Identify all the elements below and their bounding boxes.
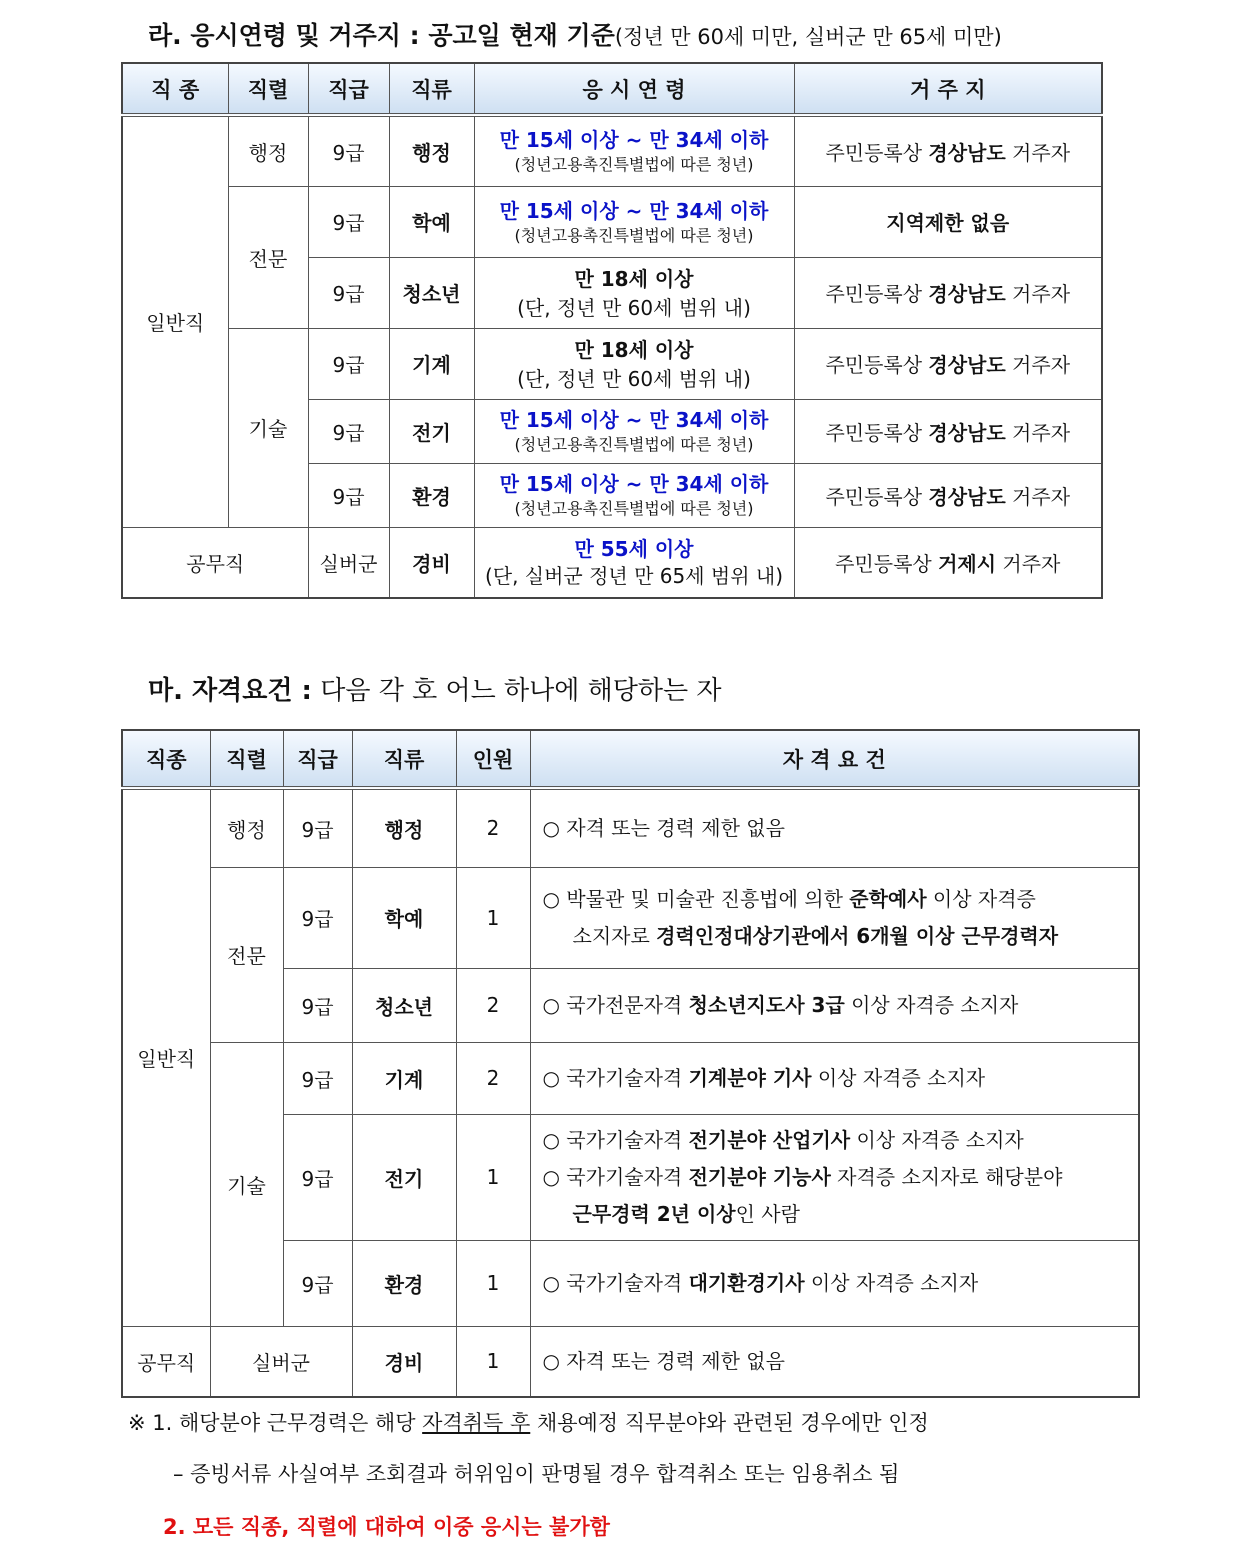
series-cell: 기술: [228, 328, 308, 527]
requirement-emphasis: 준학예사: [849, 886, 927, 911]
grade-cell: 9급: [283, 968, 352, 1042]
section-ma-title: [148, 670, 721, 707]
type-cell: 청소년: [352, 968, 456, 1042]
age-cell: [474, 186, 794, 257]
count-cell: 1: [456, 1114, 530, 1240]
section-ra-title-main: 라. 응시연령 및 거주지 : 공고일 현재 기준: [148, 21, 615, 50]
requirement-text: 이상 자격증 소지자: [844, 992, 1019, 1017]
residence-post: 거주자: [1005, 353, 1071, 377]
requirement-text: ○ 국가기술자격: [542, 1164, 689, 1189]
series-cell: 실버군: [210, 1326, 352, 1397]
requirement-emphasis: 청소년지도사 3급: [688, 992, 845, 1017]
count-cell: 1: [456, 1240, 530, 1326]
header-cell: 거 주 지: [794, 63, 1102, 115]
requirement-text: ○ 자격 또는 경력 제한 없음: [542, 1348, 785, 1373]
note-1-underlined: 자격취득 후: [422, 1411, 531, 1435]
table-header-row: [122, 63, 1102, 115]
note-1: [128, 1407, 929, 1437]
requirement-line: [543, 987, 1135, 1024]
type-cell: 전기: [389, 399, 474, 463]
table-header-row: [122, 730, 1139, 788]
header-cell: 자 격 요 건: [530, 730, 1139, 788]
age-cell: [474, 328, 794, 399]
requirement-text: 소지자로: [572, 923, 657, 948]
grade-cell: 9급: [308, 328, 389, 399]
age-main: 만 15세 이상 ~ 만 34세 이하: [499, 128, 769, 153]
residence-bold: 경상남도: [928, 420, 1006, 445]
requirement-text: ○ 박물관 및 미술관 진흥법에 의한: [542, 886, 850, 911]
age-residence-table: [121, 62, 1103, 599]
grade-cell: 실버군: [308, 527, 389, 598]
note-1-text-a: ※ 1. 해당분야 근무경력은 해당: [128, 1411, 423, 1435]
residence-cell: [794, 527, 1102, 598]
requirement-cell: [530, 1240, 1139, 1326]
header-cell: 직렬: [228, 63, 308, 115]
group-cell: 공무직: [122, 527, 308, 598]
header-cell: 직급: [283, 730, 352, 788]
table-row: [122, 867, 1139, 968]
grade-cell: 9급: [283, 1240, 352, 1326]
table-row: [122, 527, 1102, 598]
type-cell: 경비: [352, 1326, 456, 1397]
table-row: [122, 1042, 1139, 1114]
requirement-line: [543, 1122, 1135, 1159]
requirement-line: [543, 1060, 1135, 1097]
section-ra-title: [148, 16, 1002, 52]
residence-post: 거주자: [996, 551, 1061, 576]
table-row: [122, 1326, 1139, 1397]
residence-cell: [794, 186, 1102, 257]
requirement-text: 이상 자격증 소지자: [850, 1127, 1024, 1152]
residence-pre: 주민등록상: [835, 551, 939, 576]
header-cell: 직급: [308, 63, 389, 115]
residence-bold: 거제시: [938, 551, 997, 576]
age-main: 만 18세 이상: [574, 337, 694, 362]
note-1-sub: – 증빙서류 사실여부 조회결과 허위임이 판명될 경우 합격취소 또는 임용취소 됨: [173, 1462, 900, 1486]
requirement-text: ○ 국가기술자격: [542, 1127, 689, 1152]
age-main: 만 18세 이상: [574, 266, 694, 291]
requirement-line: [543, 1159, 1135, 1196]
age-note: (청년고용촉진특별법에 따른 청년): [514, 155, 754, 175]
grade-cell: 9급: [308, 186, 389, 257]
table-row: [122, 328, 1102, 399]
section-ra-title-sub: (정년 만 60세 미만, 실버군 만 65세 미만): [614, 25, 1002, 49]
header-cell: 직렬: [210, 730, 283, 788]
age-cell: [474, 527, 794, 598]
age-cell: [474, 115, 794, 186]
age-main: 만 55세 이상: [574, 537, 694, 562]
age-main: 만 15세 이상 ~ 만 34세 이하: [499, 198, 769, 223]
grade-cell: 9급: [308, 399, 389, 463]
residence-bold: 지역제한 없음: [886, 211, 1010, 235]
qualification-table: [121, 729, 1140, 1398]
note-2: 2. 모든 직종, 직렬에 대하여 이중 응시는 불가함: [163, 1515, 610, 1539]
age-cell: [474, 257, 794, 328]
series-cell: 전문: [210, 867, 283, 1042]
requirement-text: ○ 자격 또는 경력 제한 없음: [542, 815, 785, 840]
grade-cell: 9급: [283, 1042, 352, 1114]
type-cell: 기계: [352, 1042, 456, 1114]
age-note: (청년고용촉진특별법에 따른 청년): [514, 225, 754, 245]
count-cell: 2: [456, 788, 530, 867]
residence-pre: 주민등록상: [825, 420, 929, 445]
type-cell: 행정: [389, 115, 474, 186]
requirement-cell: [530, 1326, 1139, 1397]
series-cell: 전문: [228, 186, 308, 328]
table-row: [122, 788, 1139, 867]
type-cell: 학예: [352, 867, 456, 968]
type-cell: 전기: [352, 1114, 456, 1240]
age-note: (단, 정년 만 60세 범위 내): [517, 366, 751, 391]
requirement-text: 자격증 소지자로 해당분야: [830, 1164, 1063, 1189]
type-cell: 환경: [352, 1240, 456, 1326]
requirement-cell: [530, 788, 1139, 867]
grade-cell: 9급: [308, 257, 389, 328]
residence-cell: [794, 328, 1102, 399]
series-cell: 기술: [210, 1042, 283, 1326]
age-note: (청년고용촉진특별법에 따른 청년): [514, 435, 754, 454]
header-cell: 응 시 연 령: [474, 63, 794, 115]
count-cell: 2: [456, 968, 530, 1042]
type-cell: 청소년: [389, 257, 474, 328]
type-cell: 경비: [389, 527, 474, 598]
requirement-emphasis: 근무경력 2년 이상: [572, 1201, 736, 1226]
type-cell: 행정: [352, 788, 456, 867]
requirement-emphasis: 대기환경기사: [688, 1270, 805, 1295]
group-cell: 공무직: [122, 1326, 210, 1397]
age-main: 만 15세 이상 ~ 만 34세 이하: [499, 408, 769, 432]
requirement-cell: [530, 1042, 1139, 1114]
group-cell: 일반직: [122, 115, 228, 527]
type-cell: 학예: [389, 186, 474, 257]
residence-bold: 경상남도: [928, 353, 1006, 377]
grade-cell: 9급: [308, 115, 389, 186]
requirement-text: 이상 자격증: [926, 886, 1036, 911]
residence-cell: [794, 463, 1102, 527]
header-cell: 직류: [389, 63, 474, 115]
requirement-line: [543, 1265, 1135, 1302]
table-row: [122, 186, 1102, 257]
grade-cell: 9급: [308, 463, 389, 527]
residence-bold: 경상남도: [928, 484, 1006, 509]
requirement-emphasis: 경력인정대상기관에서 6개월 이상 근무경력자: [656, 923, 1059, 948]
type-cell: 환경: [389, 463, 474, 527]
series-cell: 행정: [228, 115, 308, 186]
header-cell: 직 종: [122, 63, 228, 115]
requirement-text: 이상 자격증 소지자: [804, 1270, 979, 1295]
note-1-text-b: 채용예정 직무분야와 관련된 경우에만 인정: [530, 1411, 929, 1435]
requirement-cell: [530, 1114, 1139, 1240]
grade-cell: 9급: [283, 867, 352, 968]
count-cell: 1: [456, 867, 530, 968]
requirement-text: 인 사람: [735, 1201, 800, 1226]
section-ma-title-main: 마. 자격요건 :: [148, 676, 312, 706]
age-main: 만 15세 이상 ~ 만 34세 이하: [499, 472, 769, 496]
requirement-text: ○ 국가기술자격: [542, 1065, 689, 1090]
requirement-emphasis: 전기분야 산업기사: [688, 1127, 851, 1152]
age-note: (단, 실버군 정년 만 65세 범위 내): [484, 564, 784, 589]
residence-cell: [794, 257, 1102, 328]
residence-cell: [794, 399, 1102, 463]
header-cell: 인원: [456, 730, 530, 788]
table-row: [122, 115, 1102, 186]
residence-pre: 주민등록상: [825, 140, 929, 165]
header-cell: 직종: [122, 730, 210, 788]
age-note: (단, 정년 만 60세 범위 내): [517, 295, 751, 320]
requirement-text: ○ 국가전문자격: [542, 992, 689, 1017]
section-ma-title-rest: 다음 각 호 어느 하나에 해당하는 자: [311, 676, 722, 706]
requirement-emphasis: 전기분야 기능사: [688, 1164, 831, 1189]
requirement-line: [543, 1343, 1135, 1380]
requirement-line: [543, 810, 1135, 847]
type-cell: 기계: [389, 328, 474, 399]
age-cell: [474, 463, 794, 527]
requirement-text: 이상 자격증 소지자: [811, 1065, 986, 1090]
requirement-text: ○ 국가기술자격: [542, 1270, 689, 1295]
residence-pre: 주민등록상: [825, 282, 929, 306]
requirement-line: [543, 881, 1135, 918]
age-note: (청년고용촉진특별법에 따른 청년): [514, 499, 754, 518]
requirement-emphasis: 기계분야 기사: [688, 1065, 812, 1090]
group-cell: 일반직: [122, 788, 210, 1326]
residence-post: 거주자: [1005, 140, 1071, 165]
count-cell: 2: [456, 1042, 530, 1114]
residence-bold: 경상남도: [928, 282, 1006, 306]
requirement-line: [543, 918, 1135, 955]
age-cell: [474, 399, 794, 463]
residence-cell: [794, 115, 1102, 186]
residence-post: 거주자: [1005, 282, 1071, 306]
residence-pre: 주민등록상: [825, 484, 929, 509]
grade-cell: 9급: [283, 788, 352, 867]
requirement-cell: [530, 867, 1139, 968]
grade-cell: 9급: [283, 1114, 352, 1240]
residence-bold: 경상남도: [928, 140, 1006, 165]
header-cell: 직류: [352, 730, 456, 788]
requirement-line: [543, 1196, 1135, 1233]
residence-post: 거주자: [1005, 420, 1071, 445]
count-cell: 1: [456, 1326, 530, 1397]
requirement-cell: [530, 968, 1139, 1042]
residence-pre: 주민등록상: [825, 353, 929, 377]
residence-post: 거주자: [1005, 484, 1071, 509]
series-cell: 행정: [210, 788, 283, 867]
